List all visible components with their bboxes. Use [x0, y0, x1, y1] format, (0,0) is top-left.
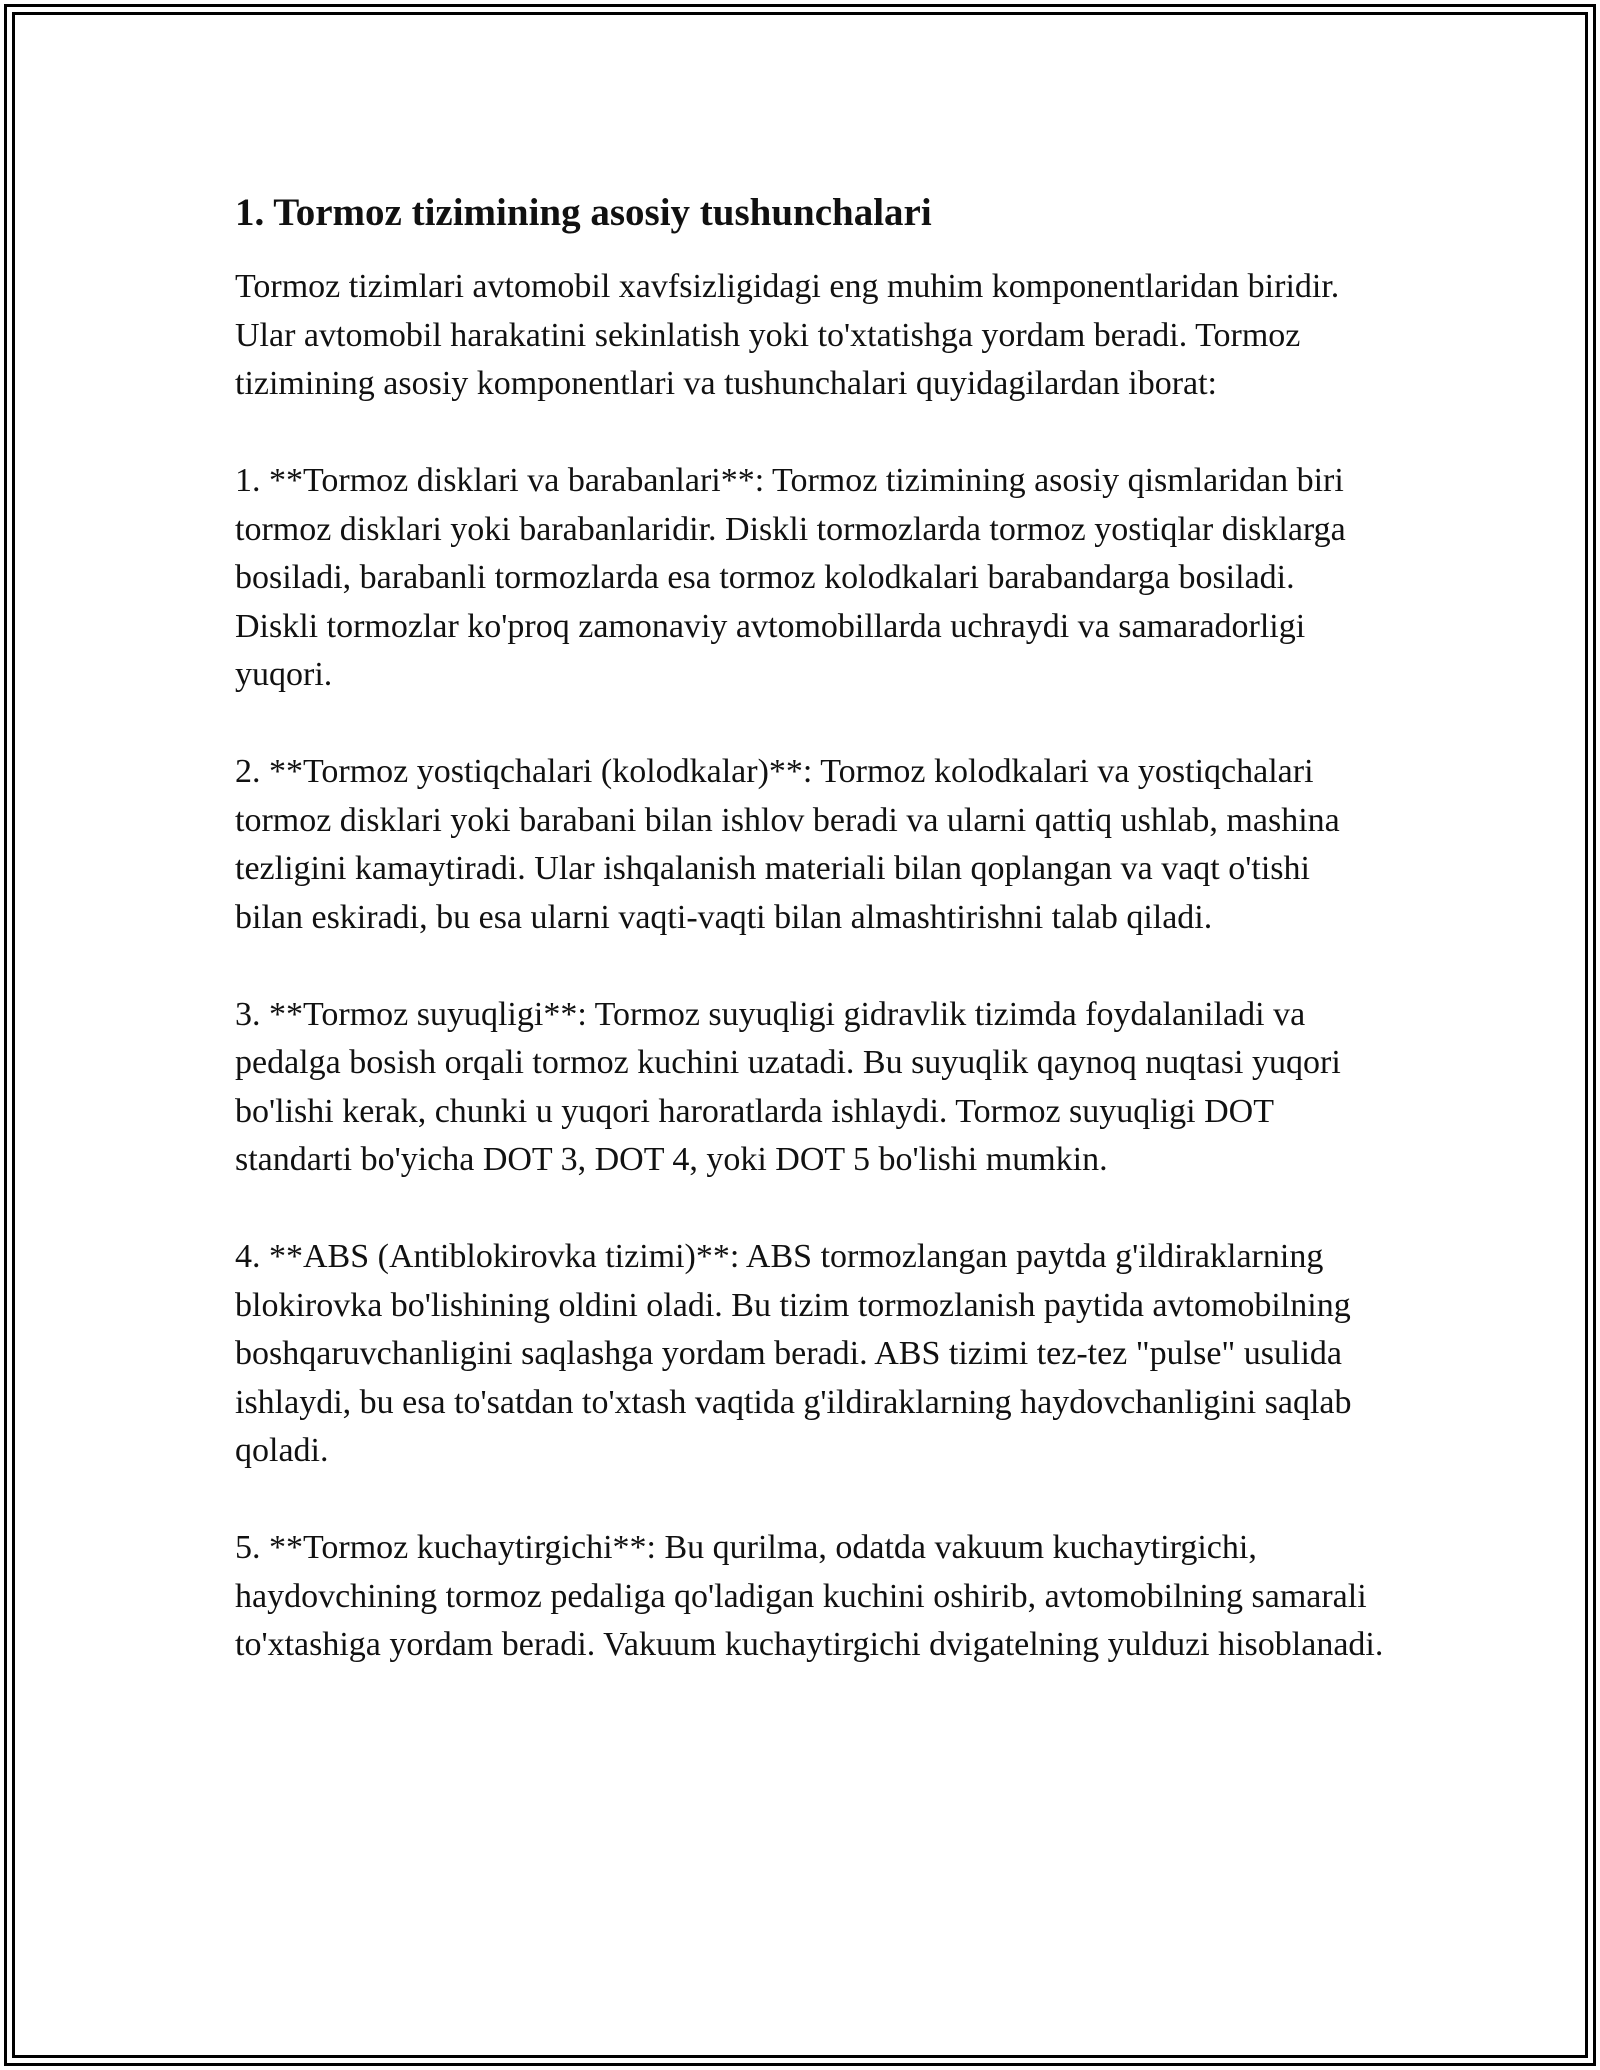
paragraph-brake-discs: 1. **Tormoz disklari va barabanlari**: Tormoz tizimining asosiy qismlaridan biri tormoz disklari yoki barabanlaridir. Diskli tormozlarda tormoz yostiqlar disklarga bosiladi, barabanli tormozlarda esa tormoz kolodkalari barabandarga bosiladi. Diskli tormozlar ko'proq zamonaviy avtomobillarda uchraydi va samaradorligi yuqori.: [235, 462, 1355, 693]
document-body: [235, 185, 1385, 1718]
paragraph-brake-booster: 5. **Tormoz kuchaytirgichi**: Bu qurilma, odatda vakuum kuchaytirgichi, haydovchining tormoz pedaliga qo'ladigan kuchini oshirib, avtomobilning samarali to'xtashiga yordam beradi. Vakuum kuchaytirgichi dvigatelning yulduzi hisoblanadi.: [235, 1529, 1384, 1663]
paragraph-abs: 4. **ABS (Antiblokirovka tizimi)**: ABS tormozlangan paytda g'ildiraklarning blokirovka bo'lishining oldini oladi. Bu tizim tormozlanish paytida avtomobilning boshqaruvchanligini saqlashga yordam beradi. ABS tizimi tez-tez "pulse" usulida ishlaydi, bu esa to'satdan to'xtash vaqtida g'ildiraklarning haydovchanligini saqlab qoladi.: [235, 1238, 1361, 1469]
intro-paragraph: Tormoz tizimlari avtomobil xavfsizligidagi eng muhim komponentlaridan biridir. Ular avtomobil harakatini sekinlatish yoki to'xtatishga yordam beradi. Tormoz tizimining asosiy komponentlari va tushunchalari quyidagilardan iborat:: [235, 268, 1348, 402]
paragraph-brake-fluid: 3. **Tormoz suyuqligi**: Tormoz suyuqligi gidravlik tizimda foydalaniladi va pedalga bosish orqali tormoz kuchini uzatadi. Bu suyuqlik qaynoq nuqtasi yuqori bo'lishi kerak, chunki u yuqori haroratlarda ishlaydi. Tormoz suyuqligi DOT standarti bo'yicha DOT 3, DOT 4, yoki DOT 5 bo'lishi mumkin.: [235, 995, 1350, 1178]
page-title: 1. Tormoz tizimining asosiy tushunchalari: [235, 191, 932, 234]
paragraph-brake-pads: 2. **Tormoz yostiqchalari (kolodkalar)**: Tormoz kolodkalari va yostiqchalari tormoz disklari yoki barabani bilan ishlov beradi va ularni qattiq ushlab, mashina tezligini kamaytiradi. Ular ishqalanish materiali bilan qoplangan va vaqt o'tishi bilan eskiradi, bu esa ularni vaqti-vaqti bilan almashtirishni talab qiladi.: [235, 753, 1349, 936]
